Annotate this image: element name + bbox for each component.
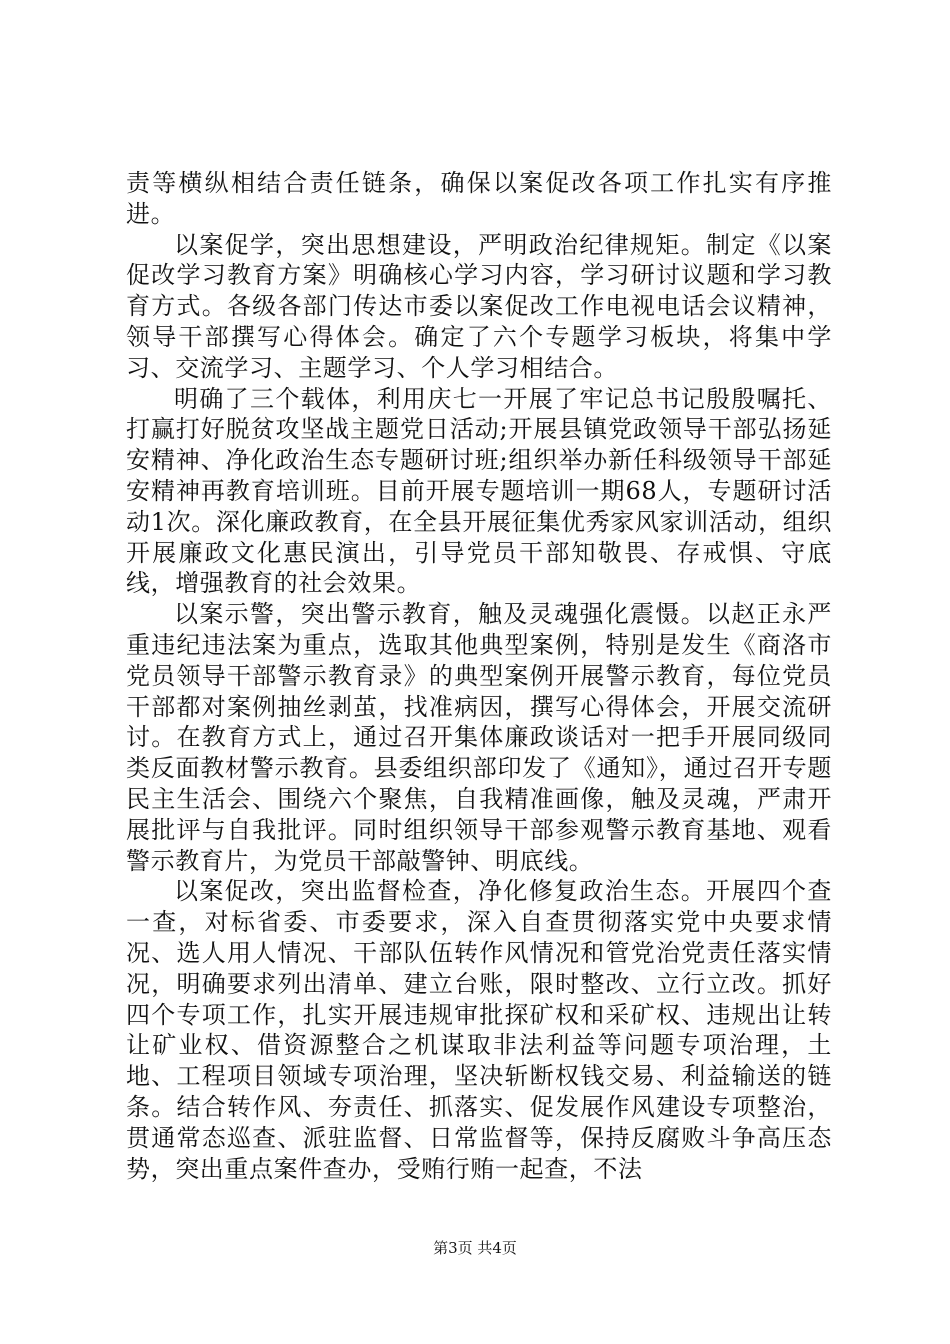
- paragraph-learning: 以案促学，突出思想建设，严明政治纪律规矩。制定《以案促改学习教育方案》明确核心学习内容，学习研讨议题和学习教育方式。各级各部门传达市委以案促改工作电视电话会议精神，领导干部撰写心得体会。确定了六个专题学习板块，将集中学习、交流学习、主题学习、个人学习相结合。: [126, 230, 832, 382]
- page-number: 第3页 共4页: [433, 1239, 517, 1257]
- paragraph-carriers: 明确了三个载体，利用庆七一开展了牢记总书记殷殷嘱托、打赢打好脱贫攻坚战主题党日活动;开展县镇党政领导干部弘扬延安精神、净化政治生态专题研讨班;组织举办新任科级领导干部延安精神再教育培训班。目前开展专题培训一期68人，专题研讨活动1次。深化廉政教育，在全县开展征集优秀家风家训活动，组织开展廉政文化惠民演出，引导党员干部知敬畏、存戒惧、守底线，增强教育的社会效果。: [126, 384, 832, 598]
- paragraph-continuation: 责等横纵相结合责任链条，确保以案促改各项工作扎实有序推进。: [126, 169, 832, 228]
- paragraph-reform: 以案促改，突出监督检查，净化修复政治生态。开展四个查一查，对标省委、市委要求，深入自查贯彻落实党中央要求情况、选人用人情况、干部队伍转作风情况和管党治党责任落实情况，明确要求列出清单、建立台账，限时整改、立行立改。抓好四个专项工作，扎实开展违规审批探矿权和采矿权、违规出让转让矿业权、借资源整合之机谋取非法利益等问题专项治理，土地、工程项目领域专项治理，坚决斩断权钱交易、利益输送的链条。结合转作风、夯责任、抓落实、促发展作风建设专项整治，贯通常态巡查、派驻监督、日常监督等，保持反腐败斗争高压态势，突出重点案件查办，受贿行贿一起查，不法: [126, 877, 832, 1183]
- body-text: [126, 168, 832, 1184]
- paragraph-warning: 以案示警，突出警示教育，触及灵魂强化震慑。以赵正永严重违纪违法案为重点，选取其他典型案例，特别是发生《商洛市党员领导干部警示教育录》的典型案例开展警示教育，每位党员干部都对案例抽丝剥茧，找准病因，撰写心得体会，开展交流研讨。在教育方式上，通过召开集体廉政谈话对一把手开展同级同类反面教材警示教育。县委组织部印发了《通知》，通过召开专题民主生活会、围绕六个聚焦，自我精准画像，触及灵魂，严肃开展批评与自我批评。同时组织领导干部参观警示教育基地、观看警示教育片，为党员干部敲警钟、明底线。: [126, 600, 832, 875]
